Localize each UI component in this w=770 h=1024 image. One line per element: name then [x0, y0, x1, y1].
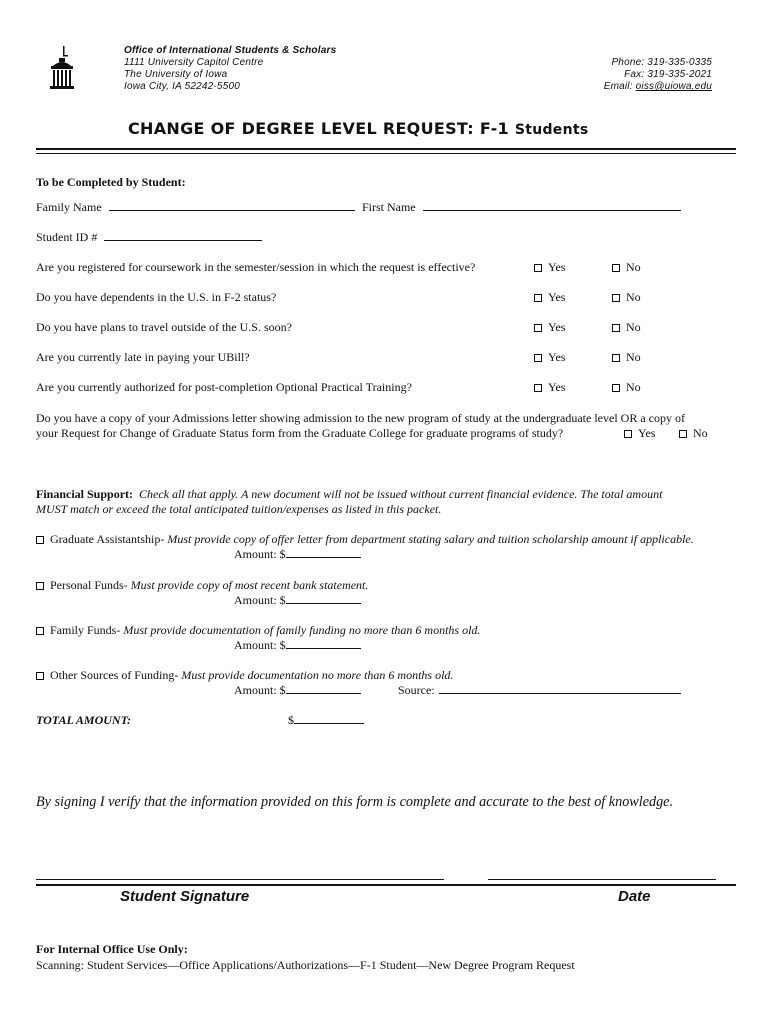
checkbox-icon[interactable]	[679, 430, 687, 438]
source-field[interactable]	[439, 683, 681, 694]
source-label: Source:	[398, 683, 435, 697]
amount-row	[234, 547, 361, 562]
funding-note: Must provide copy of offer letter from department stating salary and tuition scholarship amount if applicable.	[167, 532, 694, 546]
option-yes-label: Yes	[548, 260, 566, 274]
option-yes[interactable]	[534, 380, 565, 395]
option-yes[interactable]	[534, 320, 565, 335]
checkbox-icon[interactable]	[612, 294, 620, 302]
amount-label: Amount: $	[234, 683, 286, 697]
first-name-row	[362, 200, 681, 215]
title-rule-top	[36, 148, 736, 150]
checkbox-icon[interactable]	[612, 324, 620, 332]
source-row	[398, 683, 681, 698]
form-title	[128, 119, 588, 138]
date-line[interactable]	[488, 879, 716, 880]
funding-note: Must provide documentation no more than 6 months old.	[181, 668, 454, 682]
date-label: Date	[618, 888, 651, 905]
option-yes-label: Yes	[548, 350, 566, 364]
checkbox-icon[interactable]	[534, 354, 542, 362]
checkbox-icon[interactable]	[612, 384, 620, 392]
checkbox-icon[interactable]	[624, 430, 632, 438]
form-title-tail: Students	[514, 122, 589, 138]
checkbox-icon[interactable]	[534, 324, 542, 332]
student-section-heading: To be Completed by Student:	[36, 175, 186, 189]
option-no[interactable]	[612, 350, 641, 365]
first-name-field[interactable]	[423, 200, 681, 211]
amount-row	[234, 638, 361, 653]
amount-label: Amount: $	[234, 593, 286, 607]
option-yes[interactable]	[624, 426, 655, 441]
amount-row	[234, 593, 361, 608]
question-travel: Do you have plans to travel outside of the U.S. soon?	[36, 320, 292, 334]
option-no-label: No	[626, 260, 641, 274]
option-no[interactable]	[612, 290, 641, 305]
funding-label: Other Sources of Funding-	[50, 668, 182, 682]
total-dollar: $	[288, 713, 294, 727]
checkbox-icon[interactable]	[612, 354, 620, 362]
financial-instructions-line-2: MUST match or exceed the total anticipated tuition/expenses as listed in this packet.	[36, 502, 442, 516]
checkbox-icon[interactable]	[36, 536, 44, 544]
question-opt: Are you currently authorized for post-completion Optional Practical Training?	[36, 380, 412, 394]
option-no-label: No	[626, 380, 641, 394]
financial-instructions: Check all that apply. A new document will not be issued without current financial evidence. The total amount	[139, 487, 663, 501]
email-link[interactable]: oiss@uiowa.edu	[635, 81, 712, 92]
admission-question-line-1: Do you have a copy of your Admissions letter showing admission to the new program of study at the undergraduate level OR a copy of	[36, 411, 685, 425]
total-amount-field[interactable]	[294, 713, 364, 724]
checkbox-icon[interactable]	[36, 627, 44, 635]
student-id-row	[36, 230, 262, 245]
funding-option-personal[interactable]	[36, 578, 368, 593]
option-yes[interactable]	[534, 290, 565, 305]
option-yes-label: Yes	[548, 320, 566, 334]
verification-statement: By signing I verify that the information provided on this form is complete and accurate to the best of knowledge.	[36, 794, 674, 810]
signature-line[interactable]	[36, 879, 444, 880]
amount-field[interactable]	[286, 593, 361, 604]
amount-field[interactable]	[286, 547, 361, 558]
address-line-2: The University of Iowa	[124, 69, 228, 80]
family-name-field[interactable]	[109, 200, 355, 211]
checkbox-icon[interactable]	[534, 384, 542, 392]
fax-number: Fax: 319-335-2021	[624, 69, 712, 80]
option-no[interactable]	[612, 320, 641, 335]
checkbox-icon[interactable]	[36, 672, 44, 680]
funding-label: Graduate Assistantship-	[50, 532, 168, 546]
internal-use-heading: For Internal Office Use Only:	[36, 942, 188, 956]
option-yes[interactable]	[534, 350, 565, 365]
scanning-instructions: Scanning: Student Services—Office Applications/Authorizations—F-1 Student—New Degree Program Request	[36, 958, 575, 972]
family-name-row	[36, 200, 355, 215]
funding-option-assistantship[interactable]	[36, 532, 694, 547]
amount-label: Amount: $	[234, 638, 286, 652]
option-yes-label: Yes	[548, 290, 566, 304]
funding-label: Family Funds-	[50, 623, 124, 637]
option-no-label: No	[626, 350, 641, 364]
option-no[interactable]	[612, 380, 641, 395]
question-ubill: Are you currently late in paying your UBill?	[36, 350, 250, 364]
funding-option-other[interactable]	[36, 668, 453, 683]
question-registered: Are you registered for coursework in the semester/session in which the request is effective?	[36, 260, 476, 274]
option-no-label: No	[693, 426, 708, 440]
first-name-label: First Name	[362, 200, 416, 214]
email-label: Email:	[603, 81, 636, 92]
funding-note: Must provide documentation of family funding no more than 6 months old.	[123, 623, 481, 637]
office-name: Office of International Students & Scholars	[124, 45, 337, 56]
option-yes-label: Yes	[548, 380, 566, 394]
funding-option-family[interactable]	[36, 623, 480, 638]
amount-row	[234, 683, 361, 698]
checkbox-icon[interactable]	[534, 264, 542, 272]
financial-instructions-line-1	[36, 487, 662, 502]
total-amount-row	[288, 713, 364, 728]
form-title-main: CHANGE OF DEGREE LEVEL REQUEST: F-1	[128, 119, 515, 138]
checkbox-icon[interactable]	[612, 264, 620, 272]
amount-field[interactable]	[286, 683, 361, 694]
option-yes[interactable]	[534, 260, 565, 275]
university-capitol-logo	[45, 44, 79, 94]
funding-label: Personal Funds-	[50, 578, 131, 592]
checkbox-icon[interactable]	[36, 582, 44, 590]
option-no[interactable]	[612, 260, 641, 275]
option-no-label: No	[626, 320, 641, 334]
student-signature-label: Student Signature	[120, 888, 250, 905]
funding-note: Must provide copy of most recent bank statement.	[130, 578, 369, 592]
option-yes-label: Yes	[638, 426, 656, 440]
title-rule-bottom	[36, 153, 736, 154]
phone-number: Phone: 319-335-0335	[611, 57, 712, 68]
option-no-label: No	[626, 290, 641, 304]
amount-label: Amount: $	[234, 547, 286, 561]
student-id-field[interactable]	[104, 230, 262, 241]
address-line-1: 1111 University Capitol Centre	[124, 57, 264, 68]
option-no[interactable]	[679, 426, 708, 441]
student-id-label: Student ID #	[36, 230, 98, 244]
family-name-label: Family Name	[36, 200, 102, 214]
amount-field[interactable]	[286, 638, 361, 649]
address-line-3: Iowa City, IA 52242-5500	[124, 81, 240, 92]
checkbox-icon[interactable]	[534, 294, 542, 302]
signature-rule	[36, 884, 736, 886]
financial-heading: Financial Support:	[36, 487, 134, 501]
email-line	[604, 81, 712, 92]
total-amount-label: TOTAL AMOUNT:	[36, 713, 131, 727]
question-dependents: Do you have dependents in the U.S. in F-2 status?	[36, 290, 277, 304]
admission-question-line-2: your Request for Change of Graduate Status form from the Graduate College for graduate programs of study?	[36, 426, 564, 440]
